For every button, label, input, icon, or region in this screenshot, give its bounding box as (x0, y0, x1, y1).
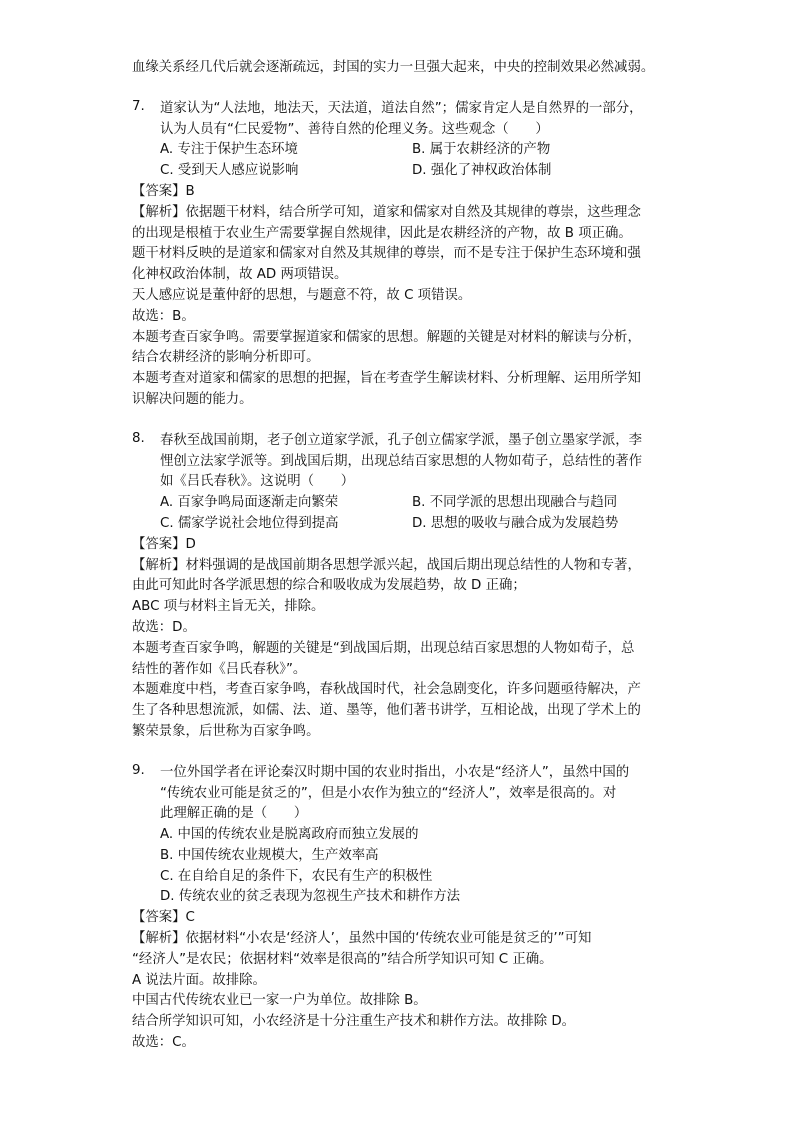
question-7 (132, 99, 664, 141)
analysis-line: 结性的著作如《吕氏春秋》”。 (132, 661, 307, 677)
analysis-line: 故选：D。 (132, 619, 196, 635)
analysis-line: 的出现是根植于农业生产需要掌握自然规律，因此是农耕经济的产物，故 B 项正确。 (132, 225, 632, 241)
analysis-block (132, 556, 664, 743)
analysis-line: 【解析】材料强调的是战国前期各思想学派兴起，战国后期出现总结性的人物和专著， (132, 557, 641, 573)
question-8 (132, 431, 664, 493)
question-stem-line: 一位外国学者在评论秦汉时期中国的农业时指出，小农是“经济人”，虽然中国的 (160, 764, 630, 780)
analysis-block (132, 929, 664, 1054)
analysis-line: 本题考查百家争鸣。需要掌握道家和儒家的思想。解题的关键是对材料的解读与分析， (132, 329, 641, 345)
question-9 (132, 763, 664, 825)
analysis-line: 结合农耕经济的影响分析即可。 (132, 350, 320, 366)
option-b: B. 不同学派的思想出现融合与趋同 (412, 495, 618, 511)
option-d: D. 强化了神权政治体制 (412, 163, 552, 179)
question-stem-line: 春秋至战国前期，老子创立道家学派，孔子创立儒家学派，墨子创立墨家学派，李 (160, 432, 643, 448)
analysis-line: 故选：B。 (132, 308, 195, 324)
analysis-line: 【解析】依据题干材料，结合所学可知，道家和儒家对自然及其规律的尊崇，这些理念 (132, 204, 641, 220)
question-stem-line: 如《吕氏春秋》。这说明（ ） (160, 474, 355, 490)
analysis-line: 本题考查百家争鸣，解题的关键是“到战国后期，出现总结百家思想的人物如荀子，总 (132, 640, 635, 656)
answer-label: 【答案】C (132, 910, 195, 926)
analysis-line: A 说法片面。故排除。 (132, 972, 266, 988)
spacer (132, 411, 664, 431)
analysis-line: 由此可知此时各学派思想的综合和吸收成为发展趋势，故 D 正确； (132, 578, 526, 594)
question-number: 9. (132, 762, 145, 778)
option-b: B. 属于农耕经济的产物 (412, 142, 551, 158)
analysis-line: 结合所学知识可知，小农经济是十分注重生产技术和耕作方法。故排除 D。 (132, 1014, 576, 1030)
analysis-line: 生了各种思想流派，如儒、法、道、墨等，他们著书讲学，互相论战，出现了学术上的 (132, 703, 641, 719)
answer-label: 【答案】D (132, 536, 196, 552)
option-c: C. 受到天人感应说影响 (160, 163, 299, 179)
question-8-options (132, 493, 664, 535)
option-a: A. 百家争鸣局面逐渐走向繁荣 (160, 495, 339, 511)
spacer (132, 743, 664, 763)
question-7-options (132, 140, 664, 182)
question-number: 8. (132, 430, 145, 446)
analysis-block (132, 203, 664, 411)
analysis-line: 本题考查对道家和儒家的思想的把握，旨在考查学生解读材料、分析理解、运用所学知 (132, 371, 641, 387)
option-a: A. 专注于保护生态环境 (160, 142, 298, 158)
question-number: 7. (132, 98, 145, 114)
question-stem-line: 认为人员有“仁民爱物”、善待自然的伦理义务。这些观念（ ） (160, 121, 549, 137)
question-stem-line: “传统农业可能是贫乏的”，但是小农作为独立的“经济人”，效率是很高的。对 (160, 785, 617, 801)
spacer (132, 79, 664, 99)
question-stem-line: 此理解正确的是（ ） (160, 806, 308, 822)
answer-label: 【答案】B (132, 183, 195, 199)
option-c: C. 在自给自足的条件下，农民有生产的积极性 (160, 868, 433, 884)
option-d: D. 传统农业的贫乏表现为忽视生产技术和耕作方法 (160, 889, 461, 905)
question-stem-line: 悝创立法家学派等。到战国后期，出现总结百家思想的人物如荀子，总结性的著作 (160, 453, 643, 469)
intro-line: 血缘关系经几代后就会逐渐疏远，封国的实力一旦强大起来，中央的控制效果必然减弱。 (132, 60, 655, 75)
analysis-line: ABC 项与材料主旨无关，排除。 (132, 599, 325, 615)
analysis-line: 本题难度中档，考查百家争鸣，春秋战国时代，社会急剧变化，许多问题亟待解决，产 (132, 682, 641, 698)
analysis-line: 天人感应说是董仲舒的思想，与题意不符，故 C 项错误。 (132, 287, 472, 303)
analysis-line: 题干材料反映的是道家和儒家对自然及其规律的尊崇，而不是专注于保护生态环境和强 (132, 246, 641, 262)
document-page (132, 58, 664, 1054)
option-d: D. 思想的吸收与融合成为发展趋势 (412, 515, 619, 531)
option-c: C. 儒家学说社会地位得到提高 (160, 515, 339, 531)
analysis-line: 识解决问题的能力。 (132, 391, 253, 407)
analysis-line: 故选：C。 (132, 1035, 195, 1051)
analysis-line: 中国古代传统农业已一家一户为单位。故排除 B。 (132, 993, 427, 1009)
question-9-options (132, 825, 664, 908)
analysis-line: 繁荣景象，后世称为百家争鸣。 (132, 723, 320, 739)
option-b: B. 中国传统农业规模大，生产效率高 (160, 847, 379, 863)
analysis-line: 【解析】依据材料“小农是‘经济人’，虽然中国的‘传统农业可能是贫乏的’”可知 (132, 931, 592, 947)
analysis-line: 化神权政治体制，故 AD 两项错误。 (132, 267, 348, 283)
question-stem-line: 道家认为“人法地，地法天，天法道，道法自然”；儒家肯定人是自然界的一部分， (160, 100, 643, 116)
option-a: A. 中国的传统农业是脱离政府而独立发展的 (160, 827, 419, 843)
analysis-line: “经济人”是农民；依据材料“效率是很高的”结合所学知识可知 C 正确。 (132, 951, 553, 967)
